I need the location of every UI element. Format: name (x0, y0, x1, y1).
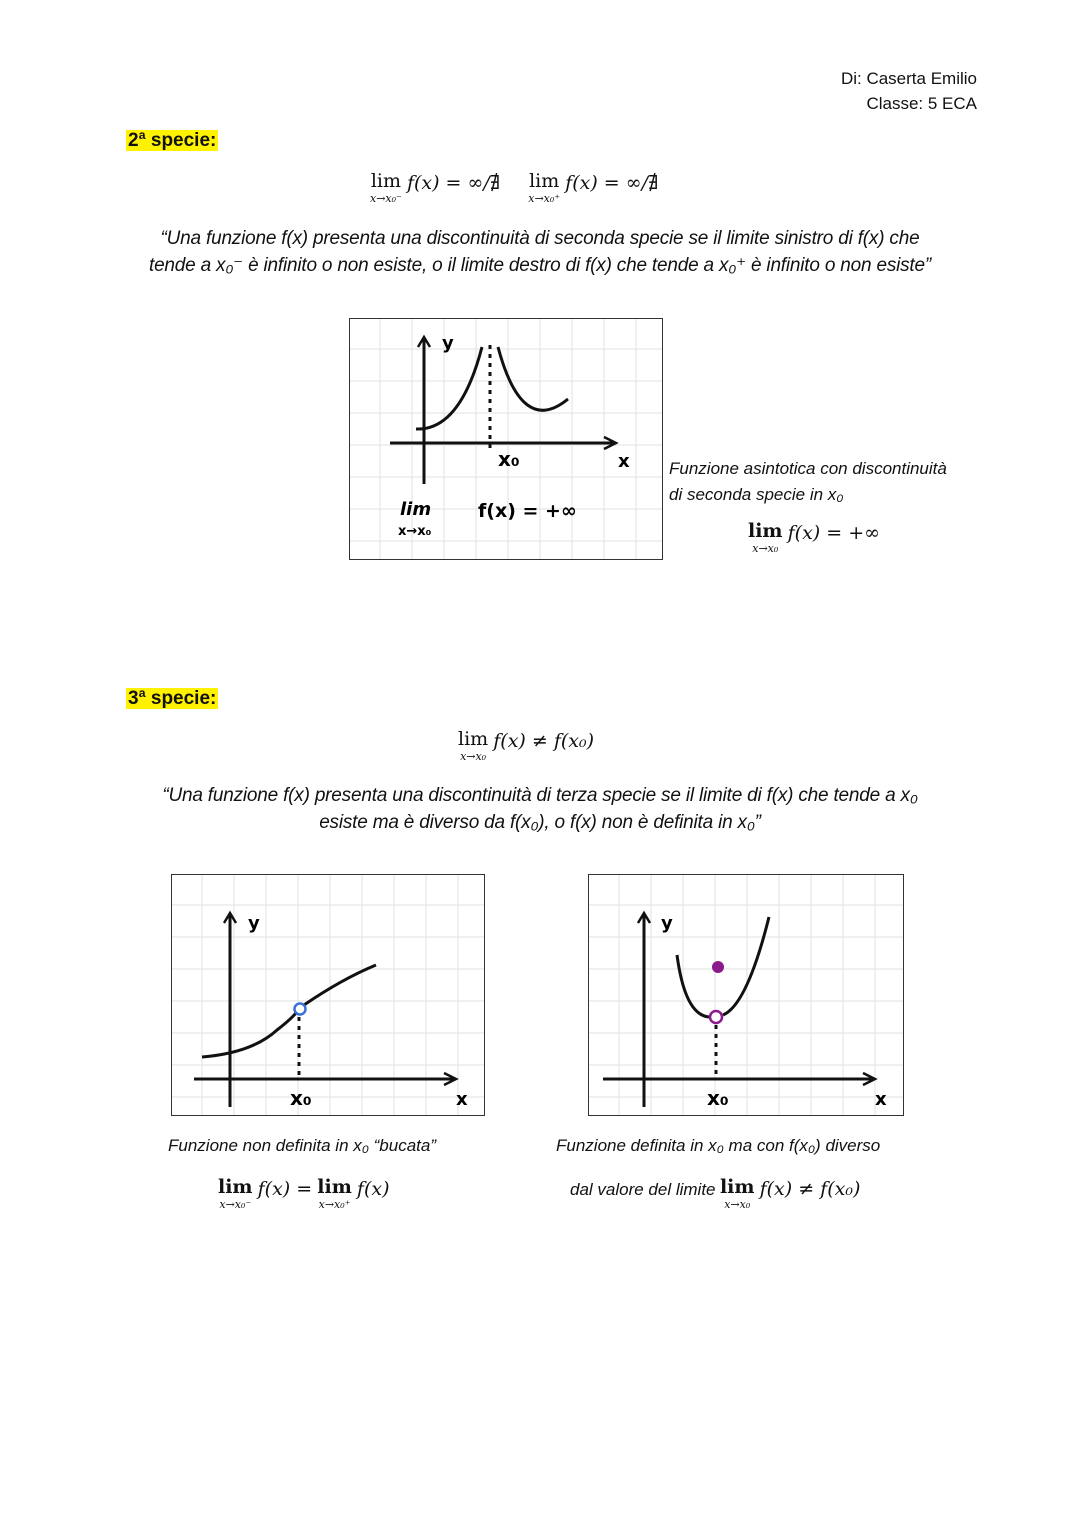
x-label: x (618, 451, 630, 472)
curve-left-part (202, 1013, 296, 1057)
author-name: Di: Caserta Emilio (840, 69, 977, 88)
section2-heading: 2ª specie: (128, 130, 217, 151)
section2-formula (370, 172, 658, 204)
caption-left-expr: f(x) (356, 1178, 390, 1200)
x-label: x (875, 1089, 887, 1110)
section2-caption (669, 456, 947, 508)
caption-right-expr: f(x) ≠ f(x₀) (759, 1178, 861, 1200)
lim-word: lim (218, 1176, 253, 1198)
lim-word: lim (529, 170, 560, 192)
section2-caption-formula (748, 522, 880, 554)
caption-line: di seconda specie in x₀ (669, 485, 844, 504)
left-graph-caption: Funzione non definita in x₀ “bucata” (168, 1136, 436, 1155)
asymptote-graph-box (349, 318, 663, 560)
left-graph-caption-formula (218, 1178, 390, 1210)
caption-right-prefix: dal valore del limite (570, 1180, 716, 1199)
lim-word: lim (458, 728, 489, 750)
section3-formula (458, 730, 594, 762)
caption-formula-expr: f(x) = +∞ (787, 522, 880, 544)
y-label: y (661, 913, 673, 934)
author-class: Classe: 5 ECA (866, 94, 977, 113)
handwritten-expr: f(x) = +∞ (478, 500, 577, 522)
caption-left-eq: f(x) = (257, 1178, 313, 1200)
right-graph-caption-line2 (570, 1178, 860, 1210)
section2-definition (60, 225, 1020, 279)
displaced-point-graph-box (588, 874, 904, 1116)
section3-heading: 3ª specie: (128, 688, 217, 709)
curve-left (416, 347, 482, 429)
lim-sub: x→x₀ (752, 542, 779, 555)
asymptote-graph (350, 319, 662, 559)
author-block (841, 66, 977, 116)
lim-sub-left: x→x₀⁻ (219, 1198, 252, 1211)
lim-word: lim (370, 170, 401, 192)
lim-sub: x→x₀ (460, 750, 487, 763)
handwritten-sub: x→x₀ (398, 524, 432, 539)
right-graph-caption-line1: Funzione definita in x₀ ma con f(x₀) diverso (556, 1136, 881, 1155)
x0-label: x₀ (498, 447, 520, 471)
lim-sub-right: x→x₀⁺ (528, 192, 561, 205)
formula-right: f(x) = ∞/∄ (565, 172, 659, 194)
function-value-point-icon (712, 961, 724, 973)
formula-expr: f(x) ≠ f(x₀) (493, 730, 595, 752)
x0-label: x₀ (290, 1086, 312, 1110)
parabola-right-branch (723, 917, 769, 1015)
hole-graph-box (171, 874, 485, 1116)
lim-word: lim (317, 1176, 352, 1198)
hole-point-icon (710, 1011, 722, 1023)
definition-line: esiste ma è diverso da f(x₀), o f(x) non è definita in x₀” (319, 812, 761, 833)
handwritten-lim: lim (400, 499, 432, 520)
definition-line: “Una funzione f(x) presenta una discontinuità di seconda specie se il limite sinistro di f(x) che (160, 228, 920, 249)
y-label: y (442, 333, 454, 354)
parabola-left-branch (677, 955, 709, 1017)
hole-graph (172, 875, 484, 1115)
y-label: y (248, 913, 260, 934)
displaced-point-graph (589, 875, 903, 1115)
x-label: x (456, 1089, 468, 1110)
section3-definition (60, 782, 1020, 836)
lim-sub-left: x→x₀⁻ (370, 192, 402, 205)
hole-point-icon (295, 1004, 306, 1015)
lim-sub-right: x→x₀⁺ (318, 1198, 351, 1211)
caption-line: Funzione asintotica con discontinuità (669, 459, 947, 478)
definition-line: “Una funzione f(x) presenta una discontinuità di terza specie se il limite di f(x) che tende a x₀ (162, 785, 918, 806)
x0-label: x₀ (707, 1086, 729, 1110)
lim-word: lim (748, 520, 783, 542)
lim-word: lim (719, 1176, 755, 1198)
curve-right-part (304, 965, 376, 1005)
lim-sub: x→x₀ (724, 1198, 751, 1211)
definition-line: tende a x₀⁻ è infinito o non esiste, o il limite destro di f(x) che tende a x₀⁺ è infinito o non esiste” (148, 255, 932, 276)
formula-left: f(x) = ∞/∄ (406, 172, 501, 194)
